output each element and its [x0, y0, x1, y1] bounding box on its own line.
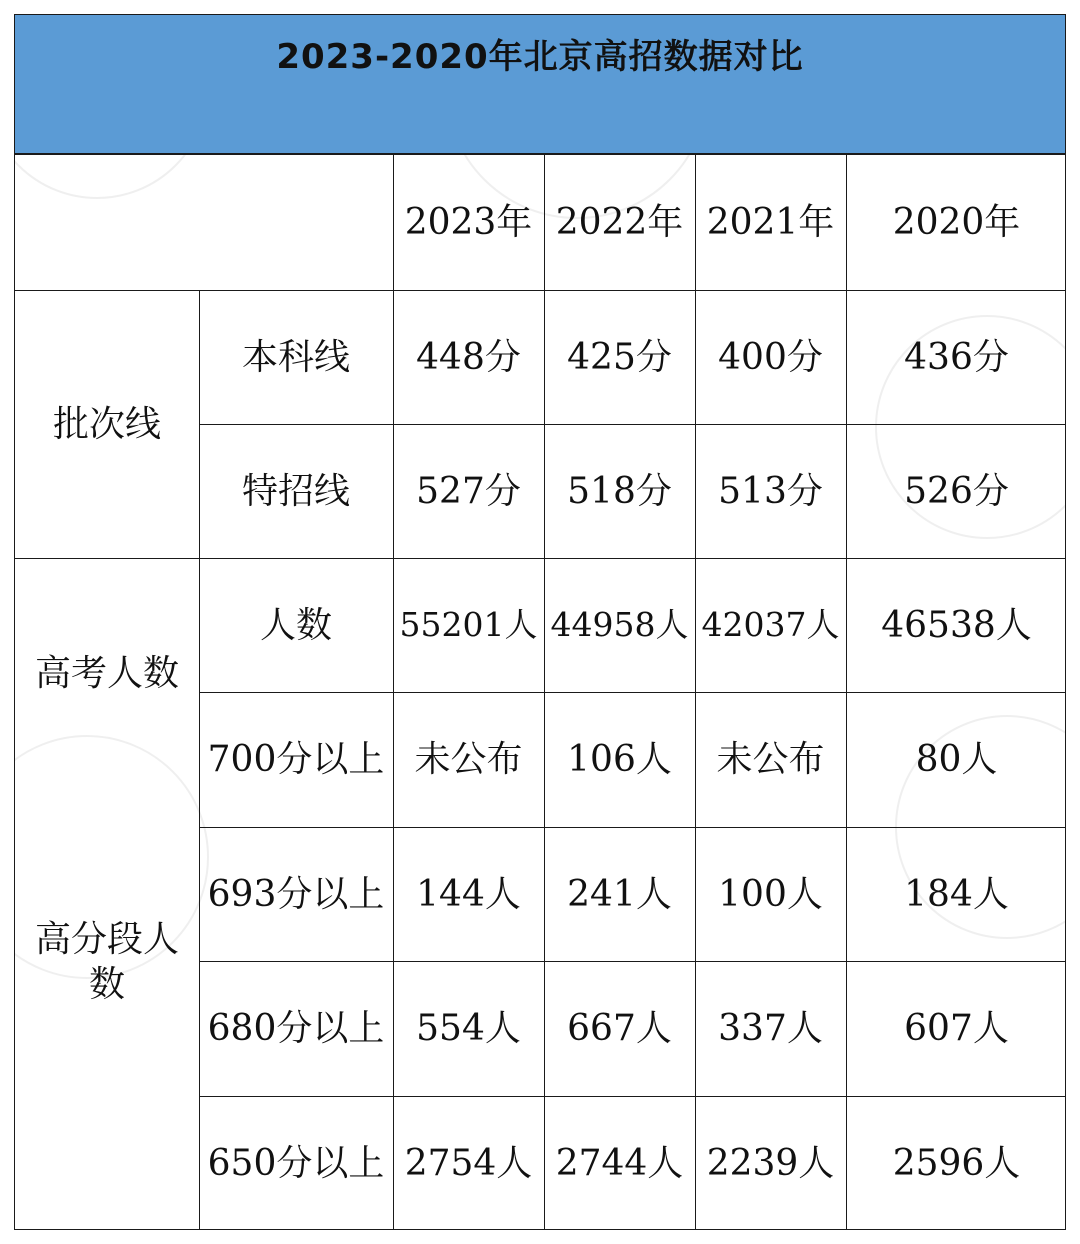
data-cell: 513分	[718, 470, 823, 512]
data-cell: 44958人	[550, 605, 689, 645]
year-header-2023: 2023年	[404, 202, 533, 243]
grid-line	[199, 827, 1066, 828]
data-cell: 425分	[567, 336, 672, 378]
data-cell: 55201人	[399, 605, 538, 645]
grid-line	[199, 961, 1066, 962]
data-cell: 42037人	[701, 605, 840, 645]
data-cell: 337人	[718, 1008, 823, 1049]
row-label: 人数	[259, 604, 332, 646]
grid-line	[15, 290, 1066, 291]
data-cell: 100人	[718, 873, 823, 915]
data-cell: 2754人	[404, 1143, 533, 1184]
year-header-2022: 2022年	[555, 202, 684, 243]
data-cell: 436分	[904, 336, 1009, 378]
group-high-score-label: 高分段人数	[34, 918, 179, 1005]
data-cell: 518分	[567, 470, 672, 512]
data-cell: 527分	[416, 470, 521, 512]
group-exam-count	[15, 558, 199, 692]
row-label: 本科线	[241, 336, 350, 378]
data-cell: 2239人	[706, 1143, 835, 1184]
group-batch-line: 批次线	[52, 403, 161, 445]
grid-line	[199, 1096, 1066, 1097]
data-cell: 80人	[915, 739, 998, 780]
grid-line	[15, 558, 1066, 559]
row-label: 693分以上	[207, 873, 385, 915]
page-title: 2023-2020年北京高招数据对比	[276, 37, 804, 77]
data-cell: 184人	[904, 873, 1009, 915]
data-cell: 2596人	[892, 1143, 1021, 1184]
grid-line	[199, 290, 200, 1230]
title-banner	[15, 15, 1065, 155]
row-label: 700分以上	[207, 739, 385, 780]
data-cell: 144人	[416, 873, 521, 915]
grid-line	[393, 155, 394, 1230]
grid-line	[199, 692, 1066, 693]
data-cell: 607人	[904, 1008, 1009, 1049]
group-high-score	[15, 692, 199, 1230]
data-cell: 2744人	[555, 1143, 684, 1184]
data-cell: 554人	[416, 1008, 521, 1049]
data-cell: 241人	[567, 873, 672, 915]
row-label: 650分以上	[207, 1143, 385, 1184]
data-cell: 448分	[416, 336, 521, 378]
grid-line	[846, 155, 847, 1230]
grid-line	[199, 424, 1066, 425]
data-cell: 667人	[567, 1008, 672, 1049]
year-header-2021: 2021年	[706, 202, 835, 243]
comparison-table	[14, 14, 1066, 1230]
data-cell: 未公布	[414, 739, 523, 780]
data-cell: 46538人	[881, 604, 1032, 646]
data-cell: 未公布	[716, 739, 825, 780]
grid-line	[544, 155, 545, 1230]
year-header-2020: 2020年	[892, 202, 1021, 243]
data-cell: 526分	[904, 470, 1009, 512]
data-cell: 106人	[567, 739, 672, 780]
grid-line	[695, 155, 696, 1230]
row-label: 特招线	[241, 470, 350, 512]
group-exam-count-label: 高考人数	[34, 653, 179, 694]
row-label: 680分以上	[207, 1008, 385, 1049]
data-cell: 400分	[718, 336, 823, 378]
